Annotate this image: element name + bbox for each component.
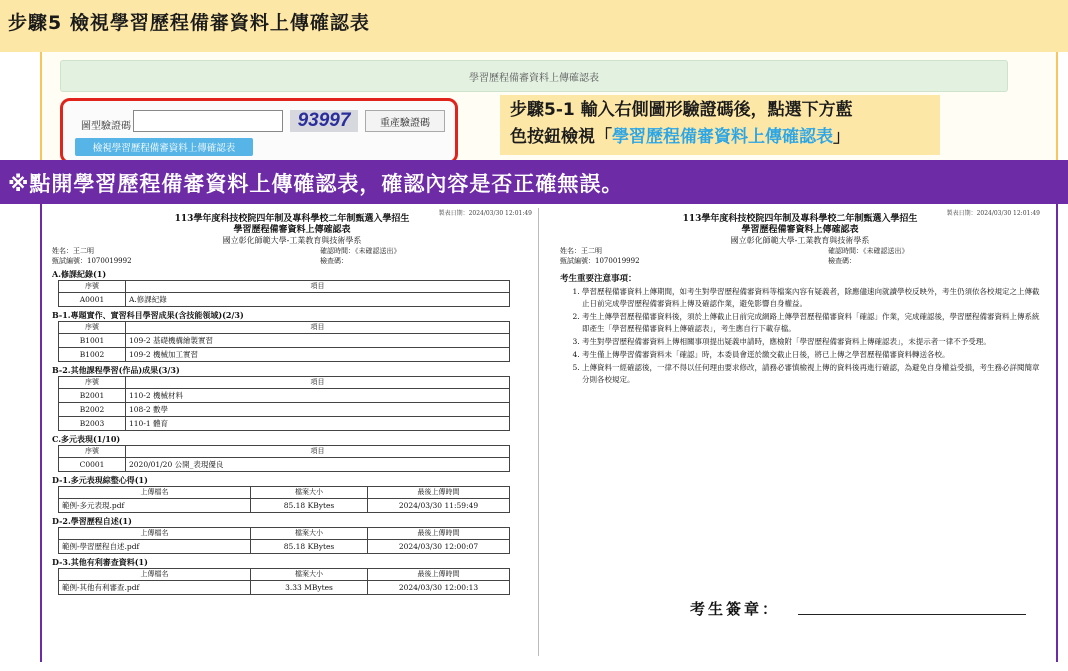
- section-d3-table: 上傳檔名 檔案大小 最後上傳時間 範例-其他有利審查.pdf 3.33 MBytes 2024/03/30 12:00:13: [58, 568, 510, 595]
- section-d3-title: D-3.其他有利審查資料(1): [52, 557, 148, 567]
- captcha-panel: [60, 98, 458, 164]
- check-code: 檢查碼：: [828, 257, 856, 265]
- table-row: B1001 109-2 基礎機構繪製實習: [59, 334, 510, 348]
- captcha-image: 93997: [290, 110, 358, 132]
- step-banner: [0, 0, 1068, 52]
- refresh-captcha-button[interactable]: 重產驗證碼: [365, 110, 445, 132]
- section-b2-title: B-2.其他課程學習(作品)成果(3/3): [52, 365, 180, 375]
- section-d2-title: D-2.學習歷程自述(1): [52, 516, 132, 526]
- signature-line: [798, 614, 1026, 615]
- notice-banner: [0, 160, 1068, 204]
- step-tip-line1: 步驟5-1 輸入右側圖形驗證碼後，點選下方藍: [510, 100, 853, 120]
- confirmation-form-page1: [52, 208, 532, 656]
- step-tip-callout: [500, 95, 940, 155]
- step-tip-prefix: 色按鈕檢視「: [510, 127, 612, 147]
- step-tip-line2: [510, 124, 930, 151]
- page-divider: [538, 208, 539, 656]
- candidate-meta: [52, 246, 532, 266]
- step-tip-highlight: 學習歷程備審資料上傳確認表: [612, 127, 833, 147]
- note-item: 5. 上傳資料一經確認後，一律不得以任何理由要求修改，請務必審慎檢視上傳的資料後再進行確認，為避免自身權益受損，考生務必詳閱簡章分則各校規定。: [582, 362, 1040, 386]
- view-confirmation-button[interactable]: 檢視學習歷程備審資料上傳確認表: [75, 138, 253, 156]
- section-a-table: [58, 280, 510, 307]
- section-c-table: 序號 項目 C0001 2020/01/20 公開_表現優良: [58, 445, 510, 472]
- note-item: 1. 學習歷程備審資料上傳期間，如考生對學習歷程備審資料等檔案內容有疑義者，除應儘速向就讀學校反映外，考生仍須依各校規定之上傳截止日前完成學習歷程備審資料上傳及確認作業，避免影響自身權益。: [582, 286, 1040, 310]
- table-header-item: 項目: [126, 281, 510, 293]
- candidate-meta: [560, 246, 1040, 266]
- section-c-title: C.多元表現(1/10): [52, 434, 121, 444]
- section-d1-title: D-1.多元表現綜整心得(1): [52, 475, 148, 485]
- table-row: 範例-其他有利審查.pdf 3.33 MBytes 2024/03/30 12:00:13: [59, 581, 510, 595]
- exam-number: 甄試編號：1070019992: [560, 257, 640, 265]
- table-row: B2003 110-1 體育: [59, 417, 510, 431]
- page-header-title: 學習歷程備審資料上傳確認表: [469, 73, 599, 84]
- department: 國立彰化師範大學-工業教育與技術學系: [222, 236, 362, 245]
- section-b2-table: 序號 項目 B2001 110-2 機械材料 B2002 108-2 數學 B2003 110-1 體育: [58, 376, 510, 431]
- table-row: B2001 110-2 機械材料: [59, 389, 510, 403]
- confirmation-form-page2: [560, 208, 1040, 656]
- notes-list: [560, 286, 1040, 386]
- candidate-name: 姓名：王二明: [52, 247, 94, 255]
- table-row: 範例-多元表現.pdf 85.18 KBytes 2024/03/30 11:59:49: [59, 499, 510, 513]
- table-row: A0001 A.修課紀錄: [59, 293, 510, 307]
- confirm-time: 確認時間：《未確認送出》: [320, 247, 401, 255]
- captcha-input[interactable]: [133, 110, 283, 132]
- department: 國立彰化師範大學-工業教育與技術學系: [730, 236, 870, 245]
- table-header-no: 序號: [59, 281, 126, 293]
- section-a-title: A.修課紀錄(1): [52, 269, 107, 279]
- table-row: C0001 2020/01/20 公開_表現優良: [59, 458, 510, 472]
- section-b1-table: 序號 項目 B1001 109-2 基礎機構繪製實習 B1002 109-2 機械加工實習: [58, 321, 510, 362]
- note-item: 2. 考生上傳學習歷程備審資料後，須於上傳截止日前完成網路上傳學習歷程備審資料「確認」作業，完成確認後，學習歷程備審資料上傳系統即產生「學習歷程備審資料上傳確認表」，考生應自行下載存檔。: [582, 311, 1040, 335]
- form-subtitle: 學習歷程備審資料上傳確認表: [233, 225, 351, 235]
- notice-text: ※點開學習歷程備審資料上傳確認表，確認內容是否正確無誤。: [8, 172, 624, 196]
- candidate-name: 姓名：王二明: [560, 247, 602, 255]
- signature-label: 考生簽章：: [690, 600, 781, 618]
- table-row: B1002 109-2 機械加工實習: [59, 348, 510, 362]
- captcha-label: 圖型驗證碼: [81, 121, 131, 132]
- print-date: 製表日期：2024/03/30 12:01:49: [946, 210, 1040, 217]
- print-date: 製表日期：2024/03/30 12:01:49: [438, 210, 532, 217]
- table-row: 範例-學習歷程自述.pdf 85.18 KBytes 2024/03/30 12:00:07: [59, 540, 510, 554]
- form-title: 113學年度科技校院四年制及專科學校二年制甄選入學招生: [682, 214, 918, 224]
- confirm-time: 確認時間：《未確認送出》: [828, 247, 909, 255]
- note-item: 4. 考生僅上傳學習備審資料未「確認」時，本委員會逕於繳交截止日後，將已上傳之學習歷程備審資料轉送各校。: [582, 349, 1040, 361]
- page-header: [60, 60, 1008, 92]
- note-item: 3. 考生對學習歷程備審資料上傳相關事項提出疑義申請時，應檢附「學習歷程備審資料上傳確認表」，未提示者一律不予受理。: [582, 336, 1040, 348]
- notes-title: 考生重要注意事項：: [560, 274, 637, 284]
- exam-number: 甄試編號：1070019992: [52, 257, 132, 265]
- form-title: 113學年度科技校院四年制及專科學校二年制甄選入學招生: [174, 214, 410, 224]
- form-subtitle: 學習歷程備審資料上傳確認表: [741, 225, 859, 235]
- table-row: B2002 108-2 數學: [59, 403, 510, 417]
- section-d1-table: 上傳檔名 檔案大小 最後上傳時間 範例-多元表現.pdf 85.18 KBytes 2024/03/30 11:59:49: [58, 486, 510, 513]
- section-b1-title: B-1.專題實作、實習科目學習成果(含技能領域)(2/3): [52, 310, 244, 320]
- check-code: 檢查碼：: [320, 257, 348, 265]
- step-title: 步驟5 檢視學習歷程備審資料上傳確認表: [8, 12, 370, 34]
- step-tip-suffix: 」: [833, 127, 850, 147]
- section-d2-table: 上傳檔名 檔案大小 最後上傳時間 範例-學習歷程自述.pdf 85.18 KBytes 2024/03/30 12:00:07: [58, 527, 510, 554]
